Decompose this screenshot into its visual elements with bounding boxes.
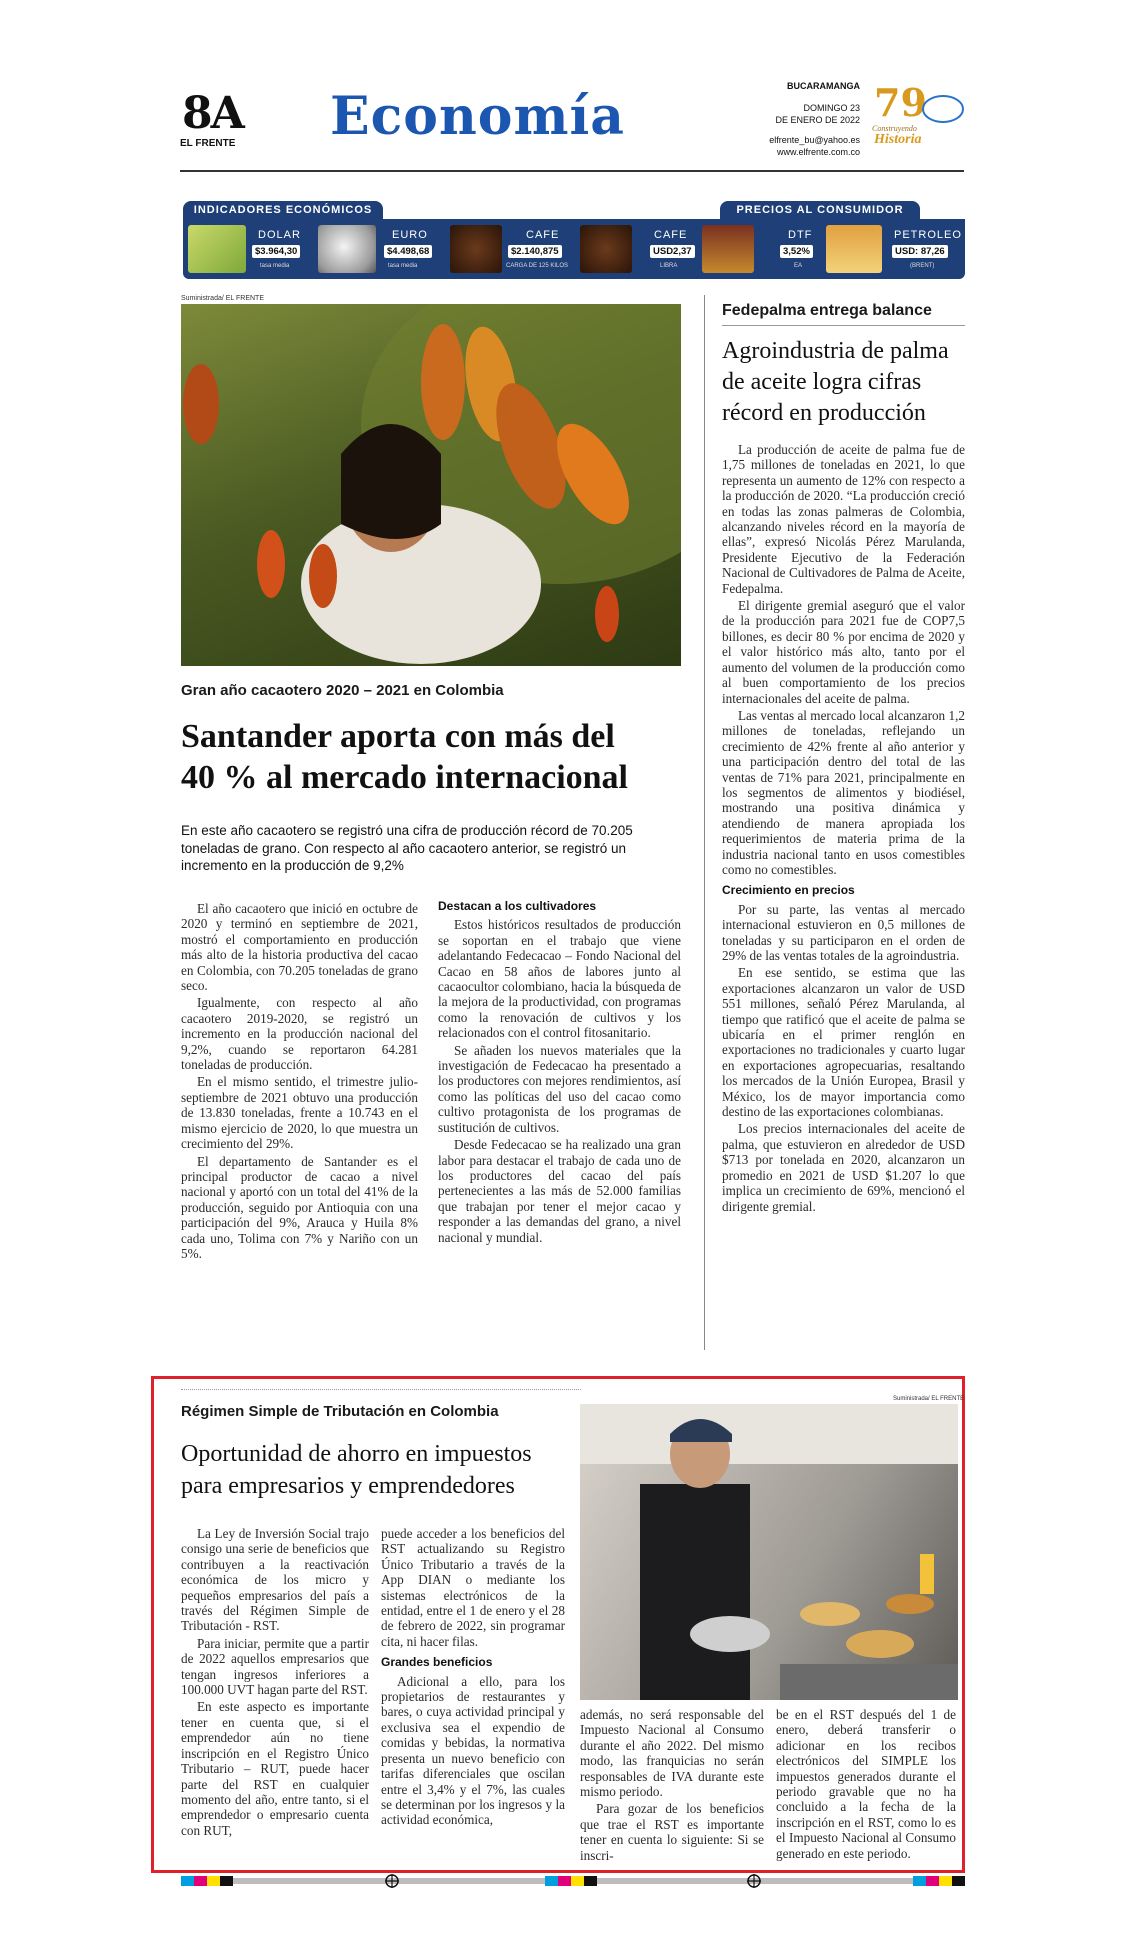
oil-pump-icon: [826, 225, 882, 273]
paragraph: puede acceder a los beneficios del RST actualizando su Registro Único Tributario a través de la App DIAN o mediante los sistemas electrónicos de la entidad, entre el 1 de enero y el 28 de febrero de 2022, sin programar cita, ni hacer filas.: [381, 1526, 565, 1649]
cacao-column-1: [181, 901, 418, 1263]
cacao-kicker: Gran año cacaotero 2020 – 2021 en Colombia: [181, 682, 504, 699]
subheading: Crecimiento en precios: [722, 883, 855, 898]
subheading: Destacan a los cultivadores: [438, 899, 597, 913]
photo-credit: Suministrada/ EL FRENTE: [893, 1396, 965, 1402]
indicator-label: DOLAR: [258, 229, 301, 241]
paragraph: Para gozar de los beneficios que trae el RST es importante tener en cuenta lo siguiente: Si se inscri-: [580, 1801, 764, 1863]
indicator-value: $3.964,30: [252, 245, 300, 258]
dateline-city: BUCARAMANGA: [787, 81, 860, 91]
anniversary-number: 79: [874, 80, 927, 125]
paragraph: Desde Fedecacao se ha realizado una gran labor para destacar el trabajo de cada uno de los productores del cacao del país pertenecientes a las más de 52.000 familias que trabajan por tener el mejor cacao y responder a las demandas del grano, a nivel nacional y mundial.: [438, 1137, 681, 1245]
palma-headline-line2: de aceite logra cifras: [722, 369, 922, 395]
paper-name-small: EL FRENTE: [180, 138, 236, 149]
page-number: 8A: [182, 88, 243, 139]
subheading: Grandes beneficios: [381, 1655, 493, 1670]
coffee-beans-icon: [580, 225, 632, 273]
indicator-value: $2.140,875: [508, 245, 562, 258]
indicators-header: INDICADORES ECONÓMICOS: [183, 201, 383, 219]
paragraph: La producción de aceite de palma fue de 1,75 millones de toneladas en 2021, lo que representa un aumento de 12% con respecto a la producción de 2020. “La producción creció en todas las zonas palmeras de Colombia, alcanzando niveles récord en la mayoría de ellas”, expresó Nicolás Pérez Marulanda, Presidente Ejecutivo de la Federación Nacional de Cultivadores de Palma de Aceite, Fedepalma.: [722, 442, 965, 596]
indicator-dtf: [702, 225, 822, 273]
column-divider: [704, 295, 705, 1350]
registration-crosshair-icon: [384, 1873, 400, 1889]
contact-email: elfrente_bu@yahoo.es: [769, 135, 860, 145]
cacao-headline-line1: Santander aporta con más del: [181, 718, 615, 755]
anniversary-swoosh-icon: [920, 92, 966, 126]
color-registration-marks: [913, 1876, 965, 1886]
palma-column: [722, 442, 965, 1216]
paragraph: Adicional a ello, para los propietarios de restaurantes y bares, o cuya actividad principal y exclusiva sea el expendio de comidas y bebidas, la normativa presenta un nuevo beneficio con tarifas diferenciales que oscilan entre el 3,4% y el 7%, las cuales se determinan por los ingresos y la actividad económica,: [381, 1673, 565, 1828]
anniversary-logo: [870, 80, 970, 150]
gold-bars-icon: [702, 225, 754, 273]
registration-crosshair-icon: [746, 1873, 762, 1889]
paragraph: La Ley de Inversión Social trajo consigo una serie de beneficios que contribuyen a la reactivación económica de los micro y pequeños empresarios del país a través del Régimen Simple de Tributación - RST.: [181, 1526, 369, 1634]
paragraph: be en el RST después del 1 de enero, deberá transferir o adicionar en los recibos electrónicos del SIMPLE los impuestos generados durante el periodo gravable que no ha concluido a la fecha de la inscripción en el RST, como lo es el Impuesto Nacional al Consumo generado en este periodo.: [776, 1707, 956, 1861]
paragraph: además, no será responsable del Impuesto Nacional al Consumo durante el año 2022. Del mismo modo, las franquicias no serán responsables de IVA durante este mismo periodo.: [580, 1707, 764, 1800]
euro-coin-icon: [318, 225, 376, 273]
color-registration-marks: [545, 1876, 597, 1886]
consumer-prices-header: PRECIOS AL CONSUMIDOR: [720, 201, 920, 219]
indicator-value: $4.498,68: [384, 245, 432, 258]
coffee-beans-icon: [450, 225, 502, 273]
paragraph: Estos históricos resultados de producción se soportan en el trabajo que viene adelantando Fedecacao – Fondo Nacional del Cacao en 58 años de labores junto al cacaocultor colombiano, hacia la búsqueda de la mejora de la productividad, con programas como la renovación de cultivos y los relacionados con el control fitosanitario.: [438, 917, 681, 1041]
dateline-date: DOMINGO 23: [803, 103, 860, 113]
money-icon: [188, 225, 246, 273]
paragraph: Por su parte, las ventas al mercado internacional estuvieron en 0,5 millones de toneladas y su participaron en el orden de 29% de las ventas totales de la agroindustria.: [722, 901, 965, 963]
paragraph: En el mismo sentido, el trimestre julio-septiembre de 2021 obtuvo una producción de 13.830 toneladas, frente a 10.743 en el mismo ejercicio de 2020, lo que muestra un crecimiento del 29%.: [181, 1074, 418, 1152]
cacao-illustration: [181, 304, 681, 666]
cacao-lead: En este año cacaotero se registró una cifra de producción récord de 70.205 toneladas de grano. Con respecto al año cacaotero anterior, se registró un incremento en la producción de 9,2%: [181, 823, 633, 874]
rst-kicker: Régimen Simple de Tributación en Colombia: [181, 1403, 499, 1420]
anniversary-text1: Construyendo: [872, 124, 917, 133]
chef-illustration: [580, 1404, 958, 1700]
paragraph: El año cacaotero que inició en octubre de 2020 y terminó en septiembre de 2021, mostró el comportamiento en producción más alto de la historia productiva del cacao en Colombia, con 70.205 toneladas de grano seco.: [181, 901, 418, 994]
paragraph: En ese sentido, se estima que las exportaciones alcanzaron un valor de USD 551 millones, señaló Pérez Marulanda, al tiempo que ratificó que el aceite de palma se ubicaría en el primer renglón en exportaciones no tradicionales y cuarto lugar en exportaciones agropecuarias, resaltando los mercados de la Unión Europea, Brasil y México, los de mayor importancia como destino de las exportaciones colombianas.: [722, 965, 965, 1120]
cacao-headline-line2: 40 % al mercado internacional: [181, 759, 628, 796]
indicator-note: CARGA DE 125 KILOS: [506, 263, 569, 269]
indicator-label: DTF: [788, 229, 813, 241]
photo-credit: Suministrada/ EL FRENTE: [181, 295, 264, 302]
indicator-cafe-libra: [580, 225, 700, 273]
chef-photo: [580, 1404, 958, 1700]
indicator-petroleo: [826, 225, 964, 273]
rst-column-3: [580, 1707, 764, 1865]
cacao-headline: [181, 716, 628, 798]
paragraph: Para iniciar, permite que a partir de 2022 aquellos empresarios que tengan ingresos inferiores a 100.000 UVT hagan parte del RST.: [181, 1635, 369, 1698]
color-registration-marks: [181, 1876, 233, 1886]
paragraph: Se añaden los nuevos materiales que la investigación de Fedecacao ha presentado a los productores con mejores rendimientos, así como las políticas del uso del cacao como cultivo protagonista de los programas de sustitución de cultivos.: [438, 1042, 681, 1135]
indicator-note: tasa media: [388, 263, 418, 269]
paragraph: El departamento de Santander es el principal productor de cacao a nivel nacional y aportó con un total del 41% de la producción, seguido por Antioquia con una participación del 9%, Arauca y Huila 8% cada uno, Tolima con 7% y Nariño con un 5%.: [181, 1153, 418, 1261]
indicator-note: LIBRA: [660, 263, 678, 269]
rst-column-2: [381, 1526, 565, 1830]
rst-headline-line2: para empresarios y emprendedores: [181, 1473, 515, 1499]
cacao-column-2: [438, 899, 681, 1247]
paragraph: Igualmente, con respecto al año cacaotero 2019-2020, se registró un incremento en la producción nacional del 9,2%, cuando se reportaron 64.281 toneladas de producción.: [181, 995, 418, 1073]
indicator-value: USD: 87,26: [892, 245, 948, 258]
rst-column-1: [181, 1526, 369, 1840]
palma-kicker: Fedepalma entrega balance: [722, 302, 932, 319]
paragraph: Las ventas al mercado local alcanzaron 1,2 millones de toneladas, reflejando un crecimiento de 42% frente al año anterior y una participación dentro del total de las ventas de 71% para 2021, principalmente en los segmentos de alimentos y biodiésel, mostrando una positiva dinámica y atendiendo de manera apropiada los requerimientos de materia prima de la industria nacional tanto en usos comestibles como no comestibles.: [722, 707, 965, 877]
indicator-value: USD2,37: [650, 245, 695, 258]
dateline-date2: DE ENERO DE 2022: [775, 115, 860, 125]
rst-headline: [181, 1438, 532, 1502]
indicator-label: EURO: [392, 229, 428, 241]
paragraph: El dirigente gremial aseguró que el valor de la producción para 2021 fue de COP7,5 billones, es decir 80 % por encima de 2020 y el valor histórico más alto, tanto por el aumento del volumen de la producción como al buen comportamiento de los precios internacionales del aceite de palma.: [722, 598, 965, 706]
contact-web: www.elfrente.com.co: [776, 147, 860, 157]
indicator-label: CAFE: [654, 229, 688, 241]
indicator-note: tasa media: [260, 263, 290, 269]
header-rule: [180, 170, 964, 172]
rst-headline-line1: Oportunidad de ahorro en impuestos: [181, 1441, 532, 1467]
palma-headline-line1: Agroindustria de palma: [722, 338, 949, 364]
palma-headline-line3: récord en producción: [722, 400, 926, 426]
cacao-photo: [181, 304, 681, 666]
anniversary-text2: Historia: [874, 132, 922, 147]
indicator-cafe-carga: [450, 225, 578, 273]
indicator-label: PETROLEO: [894, 229, 962, 241]
indicator-value: 3,52%: [780, 245, 813, 258]
section-title: Economía: [330, 86, 625, 147]
indicator-note: EA: [794, 263, 803, 269]
rst-column-4: [776, 1707, 956, 1863]
indicator-euro: [318, 225, 448, 273]
indicator-note: (BRENT): [910, 263, 935, 269]
dateline: [750, 80, 860, 158]
indicator-label: CAFE: [526, 229, 560, 241]
paragraph: En este aspecto es importante tener en cuenta que, si el emprendedor aún no tiene inscripción en el Registro Único Tributario – RUT, puede hacer parte del RST en cualquier momento del año, entre tanto, si el emprendedor o empresario cuenta con RUT,: [181, 1699, 369, 1838]
palma-kicker-rule: [722, 325, 965, 326]
palma-headline: [722, 336, 949, 429]
dotted-rule: [181, 1389, 581, 1390]
indicator-dolar: [188, 225, 308, 273]
paragraph: Los precios internacionales del aceite de palma, que estuvieron en alrededor de USD $713 por tonelada en 2020, alcanzaron un promedio en 2021 de USD $1.207 lo que implica un crecimiento de 69%, mencionó el dirigente gremial.: [722, 1121, 965, 1214]
